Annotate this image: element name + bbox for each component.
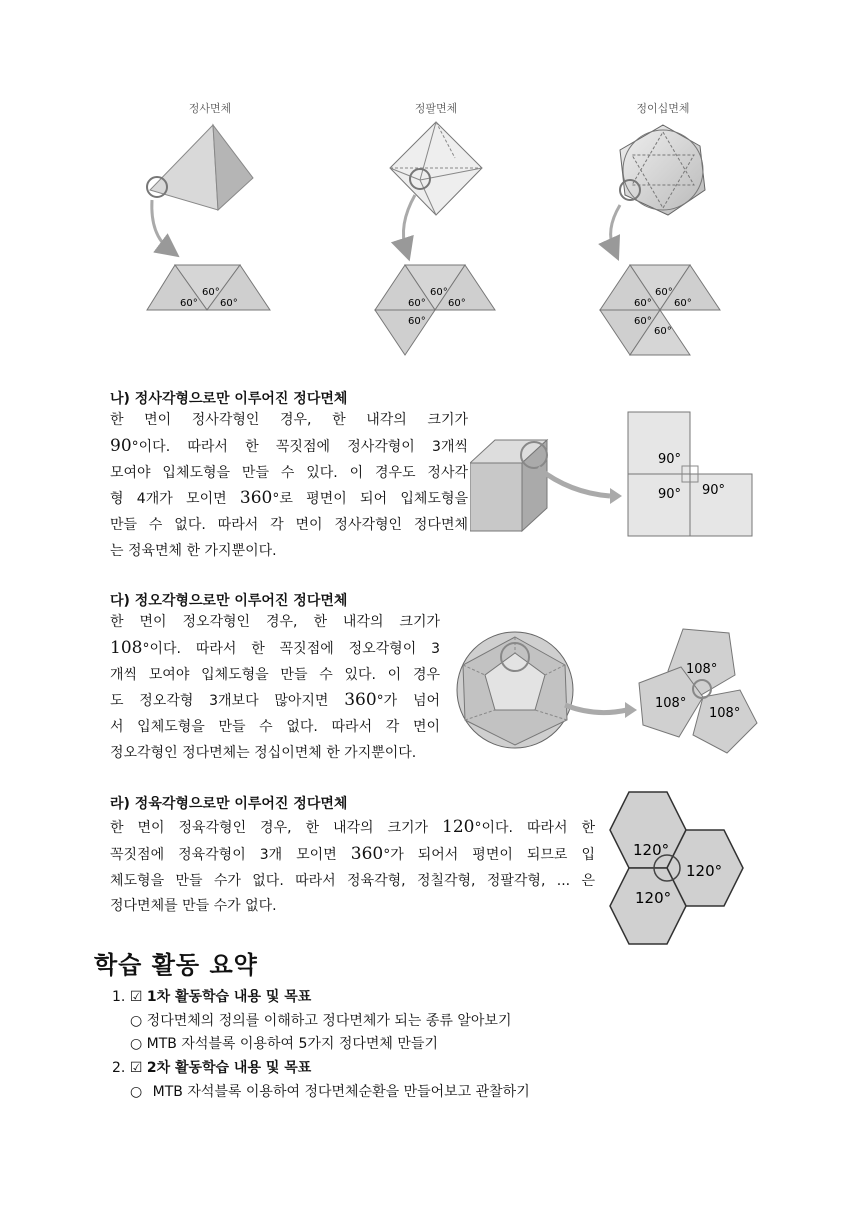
circle-icon: ○ [130,1036,143,1052]
angle-label: 60° [674,298,692,309]
text-line: 모여야 입체도형을 만들 수 있다. 이 경우도 정사각 [110,464,468,481]
item-label: 1차 활동학습 내용 및 목표 [146,989,312,1005]
text-line: 꼭짓점에 정육각형이 3개 모이면 360°가 되어서 평면이 되므로 입 [110,843,595,864]
angle-label: 60° [634,298,652,309]
text-line: 는 정육면체 한 가지뿐이다. [110,542,277,559]
text-line: 정오각형인 정다면체는 정십이면체 한 가지뿐이다. [110,744,417,761]
text-line: 개씩 모여야 입체도형을 만들 수 있다. 이 경우 [110,666,440,683]
angle-label: 60° [448,298,466,309]
text-line: 108°이다. 따라서 한 꼭짓점에 정오각형이 3 [110,637,440,658]
section-c-heading: 다) 정오각형으로만 이루어진 정다면체 [110,593,348,609]
polyhedra-figure [0,110,860,370]
angle-label: 60° [655,287,673,298]
text-line: 한 면이 정오각형인 경우, 한 내각의 크기가 [110,614,440,630]
angle-label: 60° [654,326,672,337]
summary-item-1 [112,986,311,1006]
section-d-heading: 라) 정육각형으로만 이루어진 정다면체 [110,796,348,812]
section-c-paragraph [110,610,440,767]
section-b-heading: 나) 정사각형으로만 이루어진 정다면체 [110,391,348,407]
angle-label: 60° [408,298,426,309]
icosahedron-label: 정이십면체 [636,102,690,115]
angle-label: 120° [633,841,670,859]
angle-label: 108° [709,706,741,721]
text-line: 한 면이 정사각형인 경우, 한 내각의 크기가 [110,412,468,428]
hexagon-figure [598,790,758,950]
angle-label: 60° [408,316,426,327]
text-line: 정다면체를 만들 수가 없다. [110,898,277,915]
circle-icon: ○ [130,1084,143,1100]
icosahedron-icon [600,125,720,355]
summary-subitem [130,1081,530,1101]
section-b-paragraph [110,408,468,565]
text-line: 체도형을 만들 수가 없다. 따라서 정육각형, 정칠각형, 정팔각형, ... 은 [110,872,595,889]
item-number: 2. [112,1060,126,1076]
cube-figure [470,408,760,548]
octahedron-icon [375,122,495,355]
circle-icon: ○ [130,1013,143,1029]
tetrahedron-label: 정사면체 [188,102,232,115]
text-line: 형 4개가 모이면 360°로 평면이 되어 입체도형을 [110,488,468,509]
dodecahedron-figure [455,625,760,770]
angle-label: 108° [686,662,718,677]
angle-label: 60° [202,287,220,298]
angle-label: 60° [430,287,448,298]
octahedron-label: 정팔면체 [414,102,458,115]
item-label: 2차 활동학습 내용 및 목표 [146,1060,312,1076]
angle-label: 120° [686,862,723,880]
angle-label: 90° [658,452,682,467]
text-line: 90°이다. 따라서 한 꼭짓점에 정사각형이 3개씩 [110,435,468,456]
text-line: 한 면이 정육각형인 경우, 한 내각의 크기가 120°이다. 따라서 한 [110,817,596,837]
angle-label: 60° [220,298,238,309]
angle-label: 108° [655,696,687,711]
section-d-paragraph [110,815,595,920]
checkbox-icon: ☑ [129,989,143,1005]
angle-label: 120° [635,889,672,907]
summary-subitem [130,1033,438,1053]
text-line: 서 입체도형을 만들 수 없다. 따라서 각 면이 [110,719,440,736]
tetrahedron-icon [147,125,270,310]
subitem-text: MTB 자석블록 이용하여 정다면체순환을 만들어보고 관찰하기 [152,1084,530,1100]
summary-title: 학습 활동 요약 [94,951,258,979]
checkbox-icon: ☑ [129,1060,143,1076]
summary-subitem [130,1010,511,1030]
angle-label: 90° [702,483,726,498]
subitem-text: 정다면체의 정의를 이해하고 정다면체가 되는 종류 알아보기 [146,1013,512,1029]
item-number: 1. [112,989,126,1005]
angle-label: 60° [634,316,652,327]
angle-label: 60° [180,298,198,309]
subitem-text: MTB 자석블록 이용하여 5가지 정다면체 만들기 [146,1036,438,1052]
summary-item-2 [112,1057,311,1077]
text-line: 만들 수 없다. 따라서 각 면이 정사각형인 정다면체 [110,517,468,534]
text-line: 도 정오각형 3개보다 많아지면 360°가 넘어 [110,690,440,711]
angle-label: 90° [658,487,682,502]
